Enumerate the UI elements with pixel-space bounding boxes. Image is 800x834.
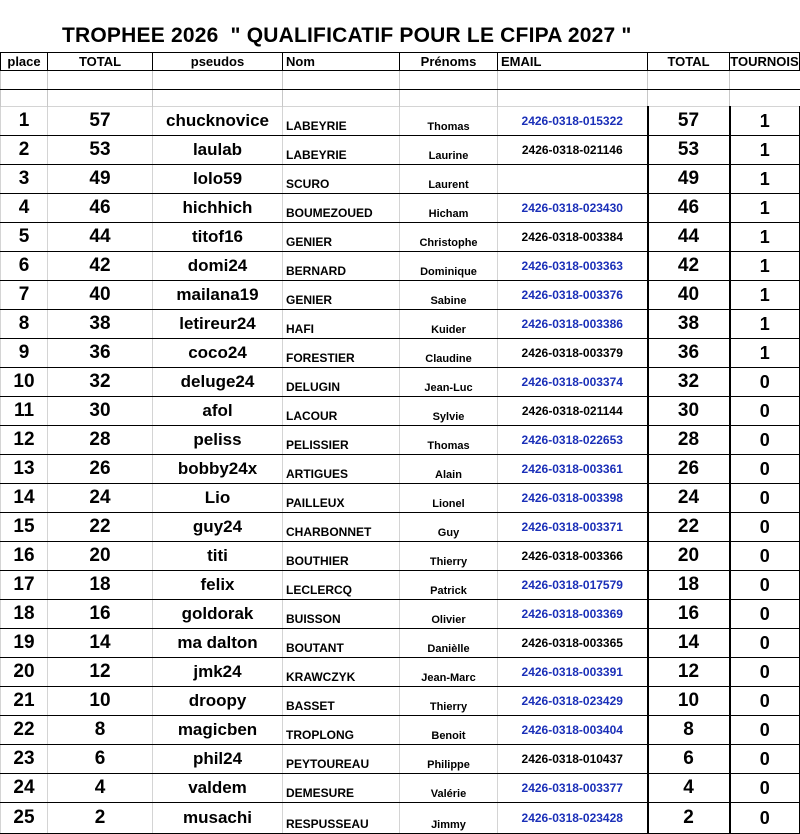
row-total: 30 (48, 397, 153, 426)
table-row (1, 455, 800, 484)
table-row (1, 281, 800, 310)
table-row (1, 107, 800, 136)
row-prenom: Danièlle (400, 629, 498, 658)
row-nom: KRAWCZYK (283, 658, 400, 687)
row-place: 24 (1, 774, 48, 803)
row-total-2: 12 (648, 658, 730, 687)
row-tournois: 0 (730, 658, 800, 687)
row-email: 2426-0318-021144 (498, 397, 648, 426)
row-tournois: 0 (730, 600, 800, 629)
row-prenom: Alain (400, 455, 498, 484)
row-nom: GENIER (283, 223, 400, 252)
row-pseudo: deluge24 (153, 368, 283, 397)
row-pseudo: jmk24 (153, 658, 283, 687)
row-total: 44 (48, 223, 153, 252)
row-place: 21 (1, 687, 48, 716)
row-pseudo: peliss (153, 426, 283, 455)
row-nom: TROPLONG (283, 716, 400, 745)
row-total-2: 38 (648, 310, 730, 339)
row-tournois: 1 (730, 339, 800, 368)
row-place: 17 (1, 571, 48, 600)
row-total-2: 46 (648, 194, 730, 223)
row-total-2: 24 (648, 484, 730, 513)
row-total: 36 (48, 339, 153, 368)
row-total: 10 (48, 687, 153, 716)
row-pseudo: valdem (153, 774, 283, 803)
table-row (1, 716, 800, 745)
table-row (1, 368, 800, 397)
row-tournois: 0 (730, 629, 800, 658)
row-nom: LECLERCQ (283, 571, 400, 600)
table-row (1, 310, 800, 339)
row-pseudo: laulab (153, 136, 283, 165)
row-tournois: 0 (730, 774, 800, 803)
row-place: 3 (1, 165, 48, 194)
row-tournois: 1 (730, 136, 800, 165)
row-place: 7 (1, 281, 48, 310)
row-nom: ARTIGUES (283, 455, 400, 484)
row-nom: DEMESURE (283, 774, 400, 803)
row-place: 16 (1, 542, 48, 571)
row-tournois: 0 (730, 745, 800, 774)
row-prenom: Jimmy (400, 803, 498, 834)
row-total-2: 42 (648, 252, 730, 281)
table-row (1, 165, 800, 194)
row-pseudo: phil24 (153, 745, 283, 774)
row-nom: PELISSIER (283, 426, 400, 455)
table-row (1, 426, 800, 455)
row-tournois: 0 (730, 426, 800, 455)
row-total: 20 (48, 542, 153, 571)
row-prenom: Jean-Luc (400, 368, 498, 397)
table-row (1, 513, 800, 542)
ranking-table (0, 52, 800, 834)
row-pseudo: guy24 (153, 513, 283, 542)
header-total-2: TOTAL (648, 53, 730, 71)
table-row (1, 803, 800, 834)
row-nom: HAFI (283, 310, 400, 339)
row-nom: BOUTANT (283, 629, 400, 658)
row-nom: GENIER (283, 281, 400, 310)
row-total-2: 16 (648, 600, 730, 629)
row-prenom: Hicham (400, 194, 498, 223)
row-prenom: Thomas (400, 107, 498, 136)
row-prenom: Laurent (400, 165, 498, 194)
row-total-2: 6 (648, 745, 730, 774)
row-nom: CHARBONNET (283, 513, 400, 542)
row-email: 2426-0318-003384 (498, 223, 648, 252)
header-tournois: TOURNOIS (730, 54, 799, 69)
row-total: 22 (48, 513, 153, 542)
row-place: 18 (1, 600, 48, 629)
table-row (1, 223, 800, 252)
row-total-2: 20 (648, 542, 730, 571)
row-pseudo: hichhich (153, 194, 283, 223)
row-email[interactable]: 2426-0318-003391 (498, 658, 648, 687)
row-place: 14 (1, 484, 48, 513)
row-total-2: 32 (648, 368, 730, 397)
row-total-2: 40 (648, 281, 730, 310)
row-email: 2426-0318-010437 (498, 745, 648, 774)
row-place: 25 (1, 803, 48, 834)
table-row (1, 745, 800, 774)
row-place: 11 (1, 397, 48, 426)
row-place: 23 (1, 745, 48, 774)
row-total-2: 18 (648, 571, 730, 600)
row-total: 24 (48, 484, 153, 513)
table-header (1, 53, 800, 71)
row-pseudo: ma dalton (153, 629, 283, 658)
row-total-2: 14 (648, 629, 730, 658)
row-nom: BERNARD (283, 252, 400, 281)
row-total-2: 53 (648, 136, 730, 165)
row-total: 40 (48, 281, 153, 310)
row-tournois: 1 (730, 252, 800, 281)
row-total-2: 22 (648, 513, 730, 542)
row-total: 53 (48, 136, 153, 165)
row-tournois: 1 (730, 107, 800, 136)
table-row (1, 252, 800, 281)
row-email[interactable]: 2426-0318-003363 (498, 252, 648, 281)
table-row (1, 571, 800, 600)
row-prenom: Benoit (400, 716, 498, 745)
row-tournois: 1 (730, 223, 800, 252)
row-prenom: Kuider (400, 310, 498, 339)
header-prenoms: Prénoms (400, 53, 498, 71)
row-pseudo: chucknovice (153, 107, 283, 136)
row-tournois: 0 (730, 571, 800, 600)
row-pseudo: domi24 (153, 252, 283, 281)
row-total: 16 (48, 600, 153, 629)
row-total: 28 (48, 426, 153, 455)
row-total-2: 36 (648, 339, 730, 368)
row-total: 14 (48, 629, 153, 658)
row-prenom: Olivier (400, 600, 498, 629)
row-pseudo: Lio (153, 484, 283, 513)
row-total: 6 (48, 745, 153, 774)
row-place: 19 (1, 629, 48, 658)
row-email: 2426-0318-003366 (498, 542, 648, 571)
row-tournois: 0 (730, 484, 800, 513)
header-total: TOTAL (48, 53, 153, 71)
row-place: 12 (1, 426, 48, 455)
row-nom: BUISSON (283, 600, 400, 629)
row-tournois: 0 (730, 455, 800, 484)
table-row (1, 484, 800, 513)
row-place: 6 (1, 252, 48, 281)
row-pseudo: goldorak (153, 600, 283, 629)
row-email[interactable]: 2426-0318-003376 (498, 281, 648, 310)
row-pseudo: lolo59 (153, 165, 283, 194)
row-total-2: 8 (648, 716, 730, 745)
row-pseudo: letireur24 (153, 310, 283, 339)
row-pseudo: mailana19 (153, 281, 283, 310)
row-pseudo: magicben (153, 716, 283, 745)
row-tournois: 0 (730, 397, 800, 426)
row-total: 57 (48, 107, 153, 136)
row-prenom: Guy (400, 513, 498, 542)
row-nom: PEYTOUREAU (283, 745, 400, 774)
row-email[interactable]: 2426-0318-023429 (498, 687, 648, 716)
row-tournois: 1 (730, 310, 800, 339)
row-prenom: Jean-Marc (400, 658, 498, 687)
row-tournois: 0 (730, 513, 800, 542)
row-email[interactable]: 2426-0318-022653 (498, 426, 648, 455)
row-total-2: 28 (648, 426, 730, 455)
table-row (1, 194, 800, 223)
row-email[interactable]: 2426-0318-003386 (498, 310, 648, 339)
row-prenom: Dominique (400, 252, 498, 281)
row-pseudo: coco24 (153, 339, 283, 368)
row-tournois: 1 (730, 194, 800, 223)
row-total-2: 4 (648, 774, 730, 803)
row-place: 10 (1, 368, 48, 397)
row-place: 20 (1, 658, 48, 687)
row-email[interactable]: 2426-0318-017579 (498, 571, 648, 600)
row-total: 12 (48, 658, 153, 687)
row-email[interactable]: 2426-0318-003361 (498, 455, 648, 484)
row-pseudo: titi (153, 542, 283, 571)
row-pseudo: felix (153, 571, 283, 600)
row-nom: BOUTHIER (283, 542, 400, 571)
row-nom: LACOUR (283, 397, 400, 426)
row-nom: LABEYRIE (283, 136, 400, 165)
row-nom: DELUGIN (283, 368, 400, 397)
row-tournois: 0 (730, 687, 800, 716)
row-email[interactable]: 2426-0318-015322 (498, 107, 648, 136)
row-nom: SCURO (283, 165, 400, 194)
row-prenom: Thierry (400, 687, 498, 716)
row-place: 2 (1, 136, 48, 165)
table-row (1, 774, 800, 803)
row-total: 46 (48, 194, 153, 223)
row-place: 13 (1, 455, 48, 484)
row-prenom: Thomas (400, 426, 498, 455)
row-nom: BASSET (283, 687, 400, 716)
row-place: 9 (1, 339, 48, 368)
header-nom: Nom (283, 53, 400, 71)
row-total: 4 (48, 774, 153, 803)
row-total: 38 (48, 310, 153, 339)
table-row (1, 542, 800, 571)
row-place: 8 (1, 310, 48, 339)
row-total: 42 (48, 252, 153, 281)
row-nom: FORESTIER (283, 339, 400, 368)
spacer-row (1, 90, 800, 107)
row-tournois: 1 (730, 281, 800, 310)
row-email[interactable]: 2426-0318-003377 (498, 774, 648, 803)
header-place: place (1, 53, 48, 71)
row-email: 2426-0318-003365 (498, 629, 648, 658)
row-prenom: Thierry (400, 542, 498, 571)
row-email[interactable]: 2426-0318-003371 (498, 513, 648, 542)
table-row (1, 600, 800, 629)
row-prenom: Sabine (400, 281, 498, 310)
row-nom: RESPUSSEAU (283, 803, 400, 834)
row-pseudo: titof16 (153, 223, 283, 252)
row-prenom: Philippe (400, 745, 498, 774)
row-tournois: 0 (730, 542, 800, 571)
row-prenom: Laurine (400, 136, 498, 165)
row-prenom: Christophe (400, 223, 498, 252)
row-pseudo: afol (153, 397, 283, 426)
row-prenom: Patrick (400, 571, 498, 600)
page-title: TROPHEE 2026 " QUALIFICATIF POUR LE CFIPA 2027 " (62, 24, 632, 47)
row-email (498, 165, 648, 194)
blank-row (1, 71, 800, 90)
row-tournois: 1 (730, 165, 800, 194)
row-email: 2426-0318-003379 (498, 339, 648, 368)
row-place: 4 (1, 194, 48, 223)
table-row (1, 658, 800, 687)
row-nom: BOUMEZOUED (283, 194, 400, 223)
row-total-2: 10 (648, 687, 730, 716)
row-total-2: 26 (648, 455, 730, 484)
row-total-2: 49 (648, 165, 730, 194)
row-email[interactable]: 2426-0318-003398 (498, 484, 648, 513)
row-total-2: 44 (648, 223, 730, 252)
row-total-2: 57 (648, 107, 730, 136)
table-row (1, 339, 800, 368)
row-email[interactable]: 2426-0318-023430 (498, 194, 648, 223)
row-total: 18 (48, 571, 153, 600)
row-place: 15 (1, 513, 48, 542)
row-place: 22 (1, 716, 48, 745)
table-row (1, 687, 800, 716)
row-email[interactable]: 2426-0318-003404 (498, 716, 648, 745)
header-email: EMAIL (498, 53, 648, 71)
row-nom: PAILLEUX (283, 484, 400, 513)
row-total-2: 2 (648, 803, 730, 834)
row-pseudo: musachi (153, 803, 283, 834)
row-email[interactable]: 2426-0318-003374 (498, 368, 648, 397)
table-row (1, 397, 800, 426)
row-prenom: Lionel (400, 484, 498, 513)
row-tournois: 0 (730, 716, 800, 745)
row-email[interactable]: 2426-0318-023428 (498, 803, 648, 834)
row-place: 1 (1, 107, 48, 136)
table-row (1, 629, 800, 658)
row-pseudo: bobby24x (153, 455, 283, 484)
row-place: 5 (1, 223, 48, 252)
row-email: 2426-0318-021146 (498, 136, 648, 165)
table-row (1, 136, 800, 165)
row-total: 32 (48, 368, 153, 397)
row-email[interactable]: 2426-0318-003369 (498, 600, 648, 629)
row-nom: LABEYRIE (283, 107, 400, 136)
row-total: 26 (48, 455, 153, 484)
row-total: 49 (48, 165, 153, 194)
header-pseudos: pseudos (153, 53, 283, 71)
row-total-2: 30 (648, 397, 730, 426)
row-pseudo: droopy (153, 687, 283, 716)
row-tournois: 0 (730, 803, 800, 834)
row-prenom: Claudine (400, 339, 498, 368)
row-prenom: Sylvie (400, 397, 498, 426)
row-prenom: Valérie (400, 774, 498, 803)
row-total: 2 (48, 803, 153, 834)
row-total: 8 (48, 716, 153, 745)
row-tournois: 0 (730, 368, 800, 397)
